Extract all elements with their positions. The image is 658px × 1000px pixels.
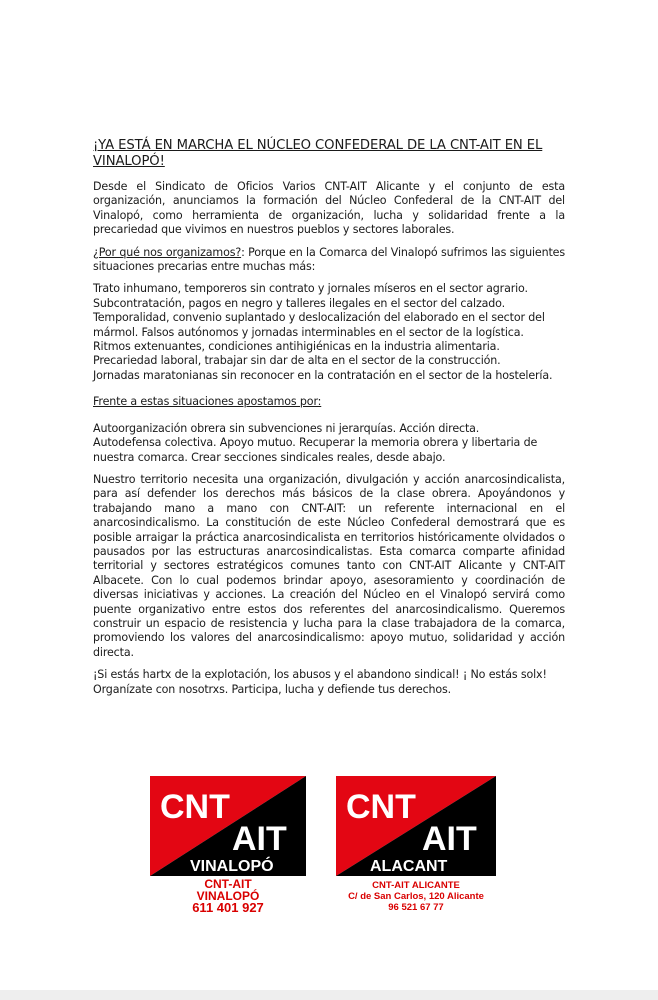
closing-paragraph: ¡Si estás hartx de la explotación, los abusos y el abandono sindical! ¡ No estás solx! Organízate con nosotrxs. Participa, lucha y defiende tus derechos. [93,668,547,696]
intro-paragraph: Desde el Sindicato de Oficios Varios CNT-AIT Alicante y el conjunto de esta organización, anunciamos la formación del Núcleo Confederal de la CNT-AIT del Vinalopó, como herramienta de organización, lucha y solidaridad frente a la precariedad que vivimos en nuestros pueblos y sectores laborales. [93,180,565,237]
situation-item: Temporalidad, convenio suplantado y deslocalización del elaborado en el sector del mármol. Falsos autónomos y jornadas interminables en el sector de la logística. [93,311,545,339]
logo-top-text: CNT [346,788,416,826]
caption-line: VINALOPÓ [196,889,260,903]
page-title: ¡YA ESTÁ EN MARCHA EL NÚCLEO CONFEDERAL DE LA CNT-AIT EN EL VINALOPÓ! [93,138,543,169]
situation-item: Subcontratación, pagos en negro y talleres ilegales en el sector del calzado. [93,296,505,310]
logo-bottom-text: AIT [422,820,477,858]
proposals-list [93,422,565,465]
cnt-ait-vinalopo-logo [150,776,306,914]
cnt-ait-flag-icon [336,776,496,876]
logo-caption [150,878,306,914]
logo-caption [336,880,496,913]
why-paragraph [93,246,565,275]
caption-line: CNT-AIT [204,877,252,891]
document-body [93,138,565,705]
why-question: ¿Por qué nos organizamos? [93,245,242,259]
situation-item: Ritmos extenuantes, condiciones antihigiénicas en la industria alimentaria. Precariedad laboral, trabajar sin dar de alta en el sector de la construcción. [93,340,501,368]
situation-item: Trato inhumano, temporeros sin contrato y jornales míseros en el sector agrario. [93,282,528,296]
situation-item: Jornadas maratonianas sin reconocer en la contratación en el sector de la hostelería. [93,368,553,382]
cnt-ait-alicante-logo [336,776,496,913]
logo-top-text: CNT [160,788,230,826]
caption-phone: 611 401 927 [192,900,264,915]
territory-paragraph: Nuestro territorio necesita una organización, divulgación y acción anarcosindicalista, para así defender los derechos más básicos de la clase obrera. Apoyándonos y trabajando mano a mano con CNT-AIT: un referente internacional en el anarcosindicalismo. La constitución de este Núcleo Confederal demostrará que es posible arraigar la práctica anarcosindicalista en territorios históricamente olvidados o pausados por las estructuras anarcosindicalistas. Esta comarca comparte afinidad territorial y sectores estratégicos comunes tanto con CNT-AIT Alicante y CNT-AIT Albacete. Con lo cual podemos brindar apoyo, asesoramiento y coordinación de diversas iniciativas y acciones. La creación del Núcleo en el Vinalopó servirá como puente organizativo entre estos dos referentes del anarcosindicalismo. Queremos construir un espacio de resistencia y lucha para la clase trabajadora de la comarca, promoviendo los valores del anarcosindicalismo: apoyo mutuo, solidaridad y acción directa. [93,472,565,659]
proposal-item: Autoorganización obrera sin subvenciones ni jerarquías. Acción directa. [93,421,480,435]
logos-row [150,776,510,916]
facing-heading: Frente a estas situaciones apostamos por: [93,395,322,409]
logo-place-text: VINALOPÓ [190,858,274,875]
caption-phone: 96 521 67 77 [388,902,444,913]
logo-bottom-text: AIT [232,820,287,858]
why-answer: : Porque en la Comarca del Vinalopó sufrimos las siguientes situaciones precarias entre muchas más: [93,245,565,274]
logo-place-text: ALACANT [370,858,448,875]
proposal-item: Autodefensa colectiva. Apoyo mutuo. Recuperar la memoria obrera y libertaria de nuestra comarca. Crear secciones sindicales reales, desde abajo. [93,436,538,464]
situations-list [93,282,565,383]
bottom-bar [0,990,658,1000]
cnt-ait-flag-icon [150,776,306,876]
caption-line: C/ de San Carlos, 120 Alicante [348,891,484,902]
caption-line: CNT-AIT ALICANTE [372,880,460,891]
